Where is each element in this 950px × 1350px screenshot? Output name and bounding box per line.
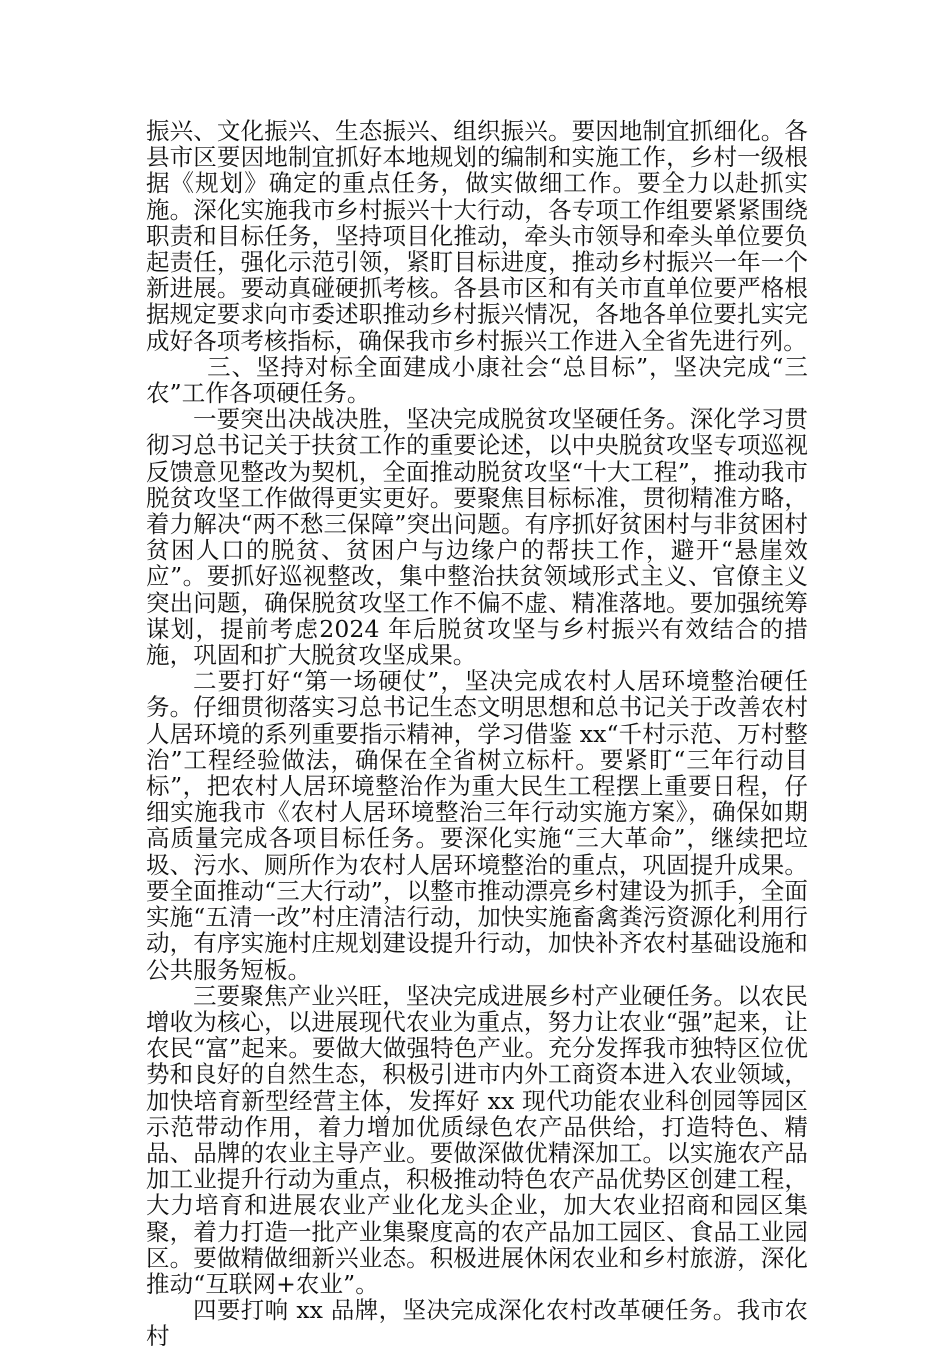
paragraph-poverty-alleviation: 一要突出决战决胜，坚决完成脱贫攻坚硬任务。深化学习贯彻习总书记关于扶贫工作的重要论述，以中央脱贫攻坚专项巡视反馈意见整改为契机，全面推动脱贫攻坚“十大工程”，推动我市脱贫攻坚工作做得更实更好。要聚焦目标标准，贯彻精准方略，着力解决“两不愁三保障”突出问题。有序抓好贫困村与非贫困村贫困人口的脱贫、贫困户与边缘户的帮扶工作，避开“悬崖效应”。要抓好巡视整改，集中整治扶贫领域形式主义、官僚主义突出问题，确保脱贫攻坚工作不偏不虚、精准落地。要加强统筹谋划，提前考虑2024 年后脱贫攻坚与乡村振兴有效结合的措施，巩固和扩大脱贫攻坚成果。 xyxy=(146,405,808,670)
paragraph-rural-revitalization-continuation: 振兴、文化振兴、生态振兴、组织振兴。要因地制宜抓细化。各县市区要因地制宜抓好本地规划的编制和实施工作，乡村一级根据《规划》确定的重点任务，做实做细工作。要全力以赴抓实施。深化实施我市乡村振兴十大行动，各专项工作组要紧紧围绕职责和目标任务，坚持项目化推动，牵头市领导和牵头单位要负起责任，强化示范引领，紧盯目标进度，推动乡村振兴一年一个新进展。要动真碰硬抓考核。各县市区和有关市直单位要严格根据规定要求向市委述职推动乡村振兴情况，各地各单位要扎实完成好各项考核指标，确保我市乡村振兴工作进入全省先进行列。 xyxy=(146,117,808,355)
paragraph-rural-reform: 四要打响 xx 品牌，坚决完成深化农村改革硬任务。我市农村 xyxy=(146,1296,808,1350)
section-heading-three: 三、坚持对标全面建成小康社会“总目标”，坚决完成“三农”工作各项硬任务。 xyxy=(146,352,808,408)
document-page xyxy=(146,118,808,1350)
paragraph-living-environment: 二要打好“第一场硬仗”，坚决完成农村人居环境整治硬任务。仔细贯彻落实习总书记生态文明思想和总书记关于改善农村人居环境的系列重要指示精神，学习借鉴 xx“千村示范、万村整治”工程经验做法，确保在全省树立标杆。要紧盯“三年行动目标”，把农村人居环境整治作为重大民生工程摆上重要日程，仔细实施我市《农村人居环境整治三年行动实施方案》，确保如期高质量完成各项目标任务。要深化实施“三大革命”，继续把垃圾、污水、厕所作为农村人居环境整治的重点，巩固提升成果。要全面推动“三大行动”，以整市推动漂亮乡村建设为抓手，全面实施“五清一改”村庄清洁行动，加快实施畜禽粪污资源化利用行动，有序实施村庄规划建设提升行动，加快补齐农村基础设施和公共服务短板。 xyxy=(146,667,808,984)
paragraph-rural-industry: 三要聚焦产业兴旺，坚决完成进展乡村产业硬任务。以农民增收为核心，以进展现代农业为重点，努力让农业“强”起来，让农民“富”起来。要做大做强特色产业。充分发挥我市独特区位优势和良好的自然生态，积极引进市内外工商资本进入农业领域，加快培育新型经营主体，发挥好 xx 现代功能农业科创园等园区示范带动作用，着力增加优质绿色农产品供给，打造特色、精品、品牌的农业主导产业。要做深做优精深加工。以实施农产品加工业提升行动为重点，积极推动特色农产品优势区创建工程，大力培育和进展农业产业化龙头企业，加大农业招商和园区集聚，着力打造一批产业集聚度高的农产品加工园区、食品工业园区。要做精做细新兴业态。积极进展休闲农业和乡村旅游，深化推动“互联网+农业”。 xyxy=(146,981,808,1298)
